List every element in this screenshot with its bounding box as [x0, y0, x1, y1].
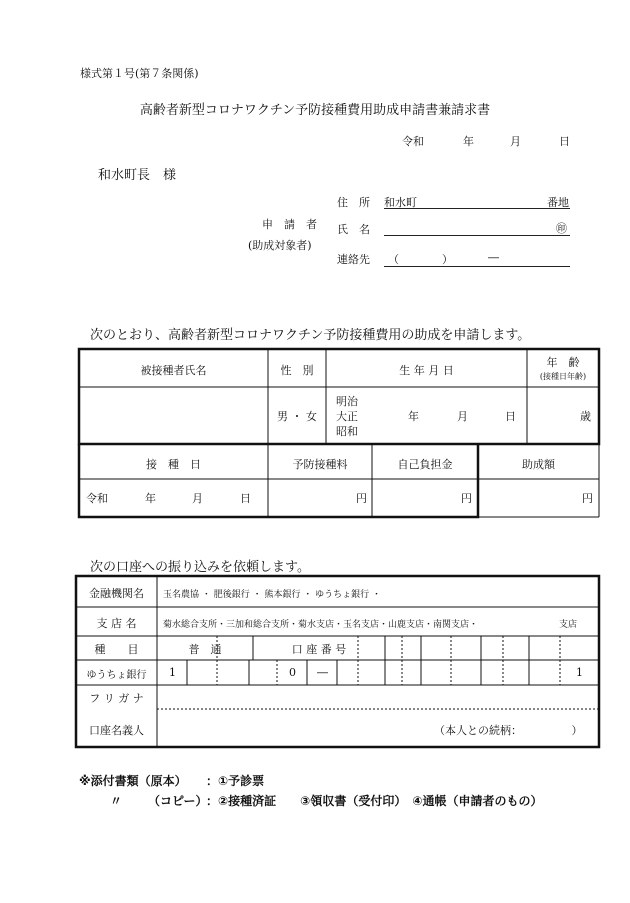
contact-dash: ― — [488, 251, 499, 264]
header-age: 年 齢 — [546, 356, 580, 369]
type-label: 種 目 — [94, 643, 139, 656]
era-meiji[interactable]: 明治 — [336, 395, 358, 408]
era-taisho[interactable]: 大正 — [336, 410, 358, 423]
holder-field[interactable] — [160, 712, 430, 744]
fee-yen: 円 — [356, 492, 367, 505]
subsidy-yen: 円 — [582, 492, 593, 505]
page-title: 高齢者新型コロナワクチン予防接種費用助成申請書兼請求書 — [139, 103, 491, 118]
yucho-digit[interactable]: 0 — [289, 666, 296, 679]
form-number: 様式第１号(第７条関係) — [80, 67, 199, 80]
holder-label: 口座名義人 — [89, 724, 144, 737]
bank-label: 金融機関名 — [89, 587, 144, 600]
header-vaccination-date: 接 種 日 — [146, 458, 201, 471]
branch-options[interactable]: 菊水総合支所・三加和総合支所・菊水支店・玉名支店・山鹿支店・南関支店・ — [163, 620, 479, 630]
contact-label: 連絡先 — [337, 253, 370, 266]
account-type[interactable]: 普 通 — [188, 643, 222, 656]
request-text: 次のとおり、高齢者新型コロナワクチン予防接種費用の助成を申請します。 — [90, 328, 531, 343]
address-field[interactable]: 和水町 — [384, 196, 417, 209]
birth-month-unit: 月 — [457, 410, 468, 423]
date-day: 日 — [559, 135, 570, 148]
applicant-sublabel: (助成対象者) — [248, 239, 312, 252]
vacc-day-unit: 日 — [240, 492, 251, 505]
yucho-digit[interactable]: 1 — [169, 666, 176, 679]
branch-label: 支 店 名 — [96, 617, 137, 630]
attachment-copy-value: ：②接種済証 ③領収書（受付印） ④通帳（申請者のもの） — [206, 794, 543, 808]
branch-suffix: 支店 — [559, 620, 578, 630]
contact-close-paren: ） — [442, 253, 453, 266]
header-sex: 性 別 — [280, 364, 314, 377]
applicant-label: 申 請 者 — [262, 218, 317, 231]
contact-open-paren: （ — [388, 253, 399, 266]
account-number-label: 口 座 番 号 — [291, 643, 347, 656]
header-subsidy: 助成額 — [522, 458, 555, 471]
date-era: 令和 — [402, 135, 424, 148]
address-suffix: 番地 — [547, 196, 569, 209]
name-label: 氏 名 — [337, 223, 370, 236]
yucho-digit[interactable]: 1 — [576, 666, 583, 679]
age-unit: 歳 — [580, 410, 591, 423]
seal-mark: ㊞ — [556, 222, 567, 235]
bank-options[interactable]: 玉名農協 ・ 肥後銀行 ・ 熊本銀行 ・ ゆうちょ銀行 ・ — [163, 590, 382, 600]
header-vaccinee-name: 被接種者氏名 — [140, 364, 207, 377]
attachment-original-value: ：①予診票 — [206, 774, 265, 788]
header-birthdate: 生 年 月 日 — [399, 364, 454, 377]
ditto-mark: 〃 — [110, 794, 123, 808]
birth-day-unit: 日 — [505, 410, 516, 423]
sex-options[interactable]: 男 ・ 女 — [277, 410, 317, 423]
vacc-era: 令和 — [86, 492, 108, 505]
relation-field[interactable]: （本人との続柄： ） — [434, 724, 583, 737]
vacc-month-unit: 月 — [192, 492, 203, 505]
date-year: 年 — [463, 135, 474, 148]
addressee: 和水町長 様 — [98, 168, 177, 183]
attachment-copy-label: （コピー） — [148, 794, 208, 808]
date-month: 月 — [510, 135, 521, 148]
furigana-label: フ リ ガ ナ — [89, 692, 144, 705]
vaccinee-name-field[interactable] — [82, 390, 265, 440]
header-self-pay: 自己負担金 — [397, 458, 453, 471]
era-showa[interactable]: 昭和 — [336, 425, 358, 438]
birth-year-unit: 年 — [408, 410, 419, 423]
transfer-text: 次の口座への振り込みを依頼します。 — [90, 560, 310, 575]
self-pay-yen: 円 — [461, 492, 472, 505]
attachment-original-label: ※添付書類（原本） — [79, 774, 187, 788]
furigana-field[interactable] — [160, 688, 596, 706]
header-age-note: (接種日年齢) — [539, 372, 587, 381]
address-label: 住 所 — [337, 196, 370, 209]
header-fee: 予防接種料 — [292, 458, 348, 471]
yucho-dash: ― — [317, 666, 328, 679]
vacc-year-unit: 年 — [145, 492, 156, 505]
yucho-label: ゆうちょ銀行 — [86, 670, 147, 681]
